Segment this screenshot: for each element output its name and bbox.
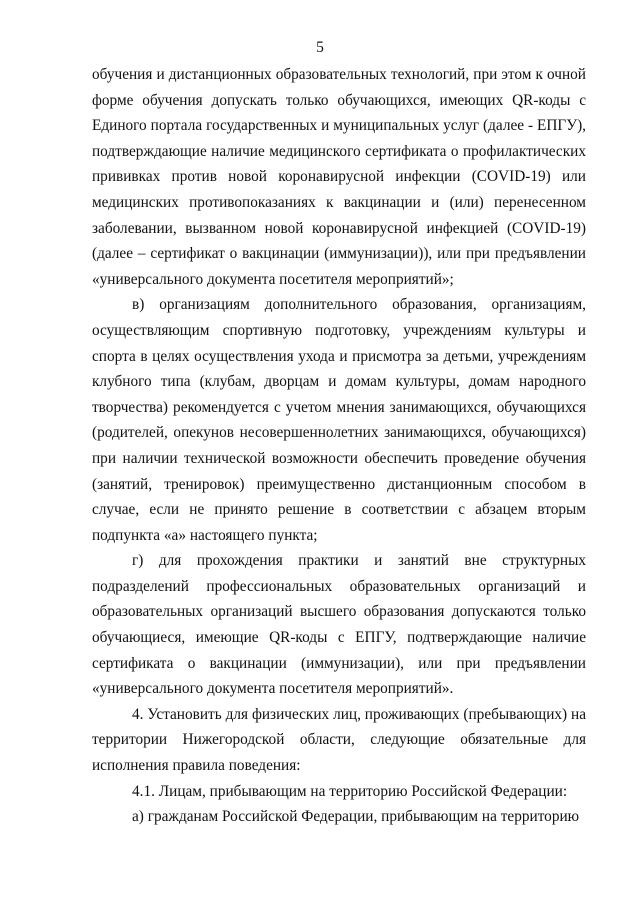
paragraph-section-4-1: 4.1. Лицам, прибывающим на территорию Российской Федерации: bbox=[132, 782, 568, 800]
document-body bbox=[92, 62, 586, 830]
paragraph-item-a: а) гражданам Российской Федерации, прибывающим на территорию bbox=[132, 808, 580, 826]
page-number: 5 bbox=[316, 39, 324, 56]
paragraph-section-4: 4. Установить для физических лиц, проживающих (пребывающих) на территории Нижегородской области, следующие обязательные для исполнения правила поведения: bbox=[92, 705, 586, 775]
paragraph-continuation: обучения и дистанционных образовательных технологий, при этом к очной форме обучения допускать только обучающихся, имеющих QR-коды с Единого портала государственных и муниципальных услуг (далее - ЕПГУ), подтверждающие наличие медицинского сертификата о профилактических прививках против новой коронавирусной инфекции (COVID-19) или медицинских противопоказаниях к вакцинации и (или) перенесенном заболевании, вызванном новой коронавирусной инфекцией (COVID-19) (далее – сертификат о вакцинации (иммунизации)), или при предъявлении «универсального документа посетителя мероприятий»; bbox=[92, 66, 586, 288]
paragraph-item-v: в) организациям дополнительного образования, организациям, осуществляющим спортивную подготовку, учреждениям культуры и спорта в целях осуществления ухода и присмотра за детьми, учреждениям клубного типа (клубам, дворцам и домам культуры, домам народного творчества) рекомендуется с учетом мнения занимающихся, обучающихся (родителей, опекунов несовершеннолетних занимающихся, обучающихся) при наличии технической возможности обеспечить проведение обучения (занятий, тренировок) преимущественно дистанционным способом в случае, если не принято решение в соответствии с абзацем вторым подпункта «а» настоящего пункта; bbox=[92, 296, 586, 544]
paragraph-item-g: г) для прохождения практики и занятий вне структурных подразделений профессиональных образовательных организаций и образовательных организаций высшего образования допускаются только обучающиеся, имеющие QR-коды с ЕПГУ, подтверждающие наличие сертификата о вакцинации (иммунизации), или при предъявлении «универсального документа посетителя мероприятий». bbox=[92, 552, 586, 698]
